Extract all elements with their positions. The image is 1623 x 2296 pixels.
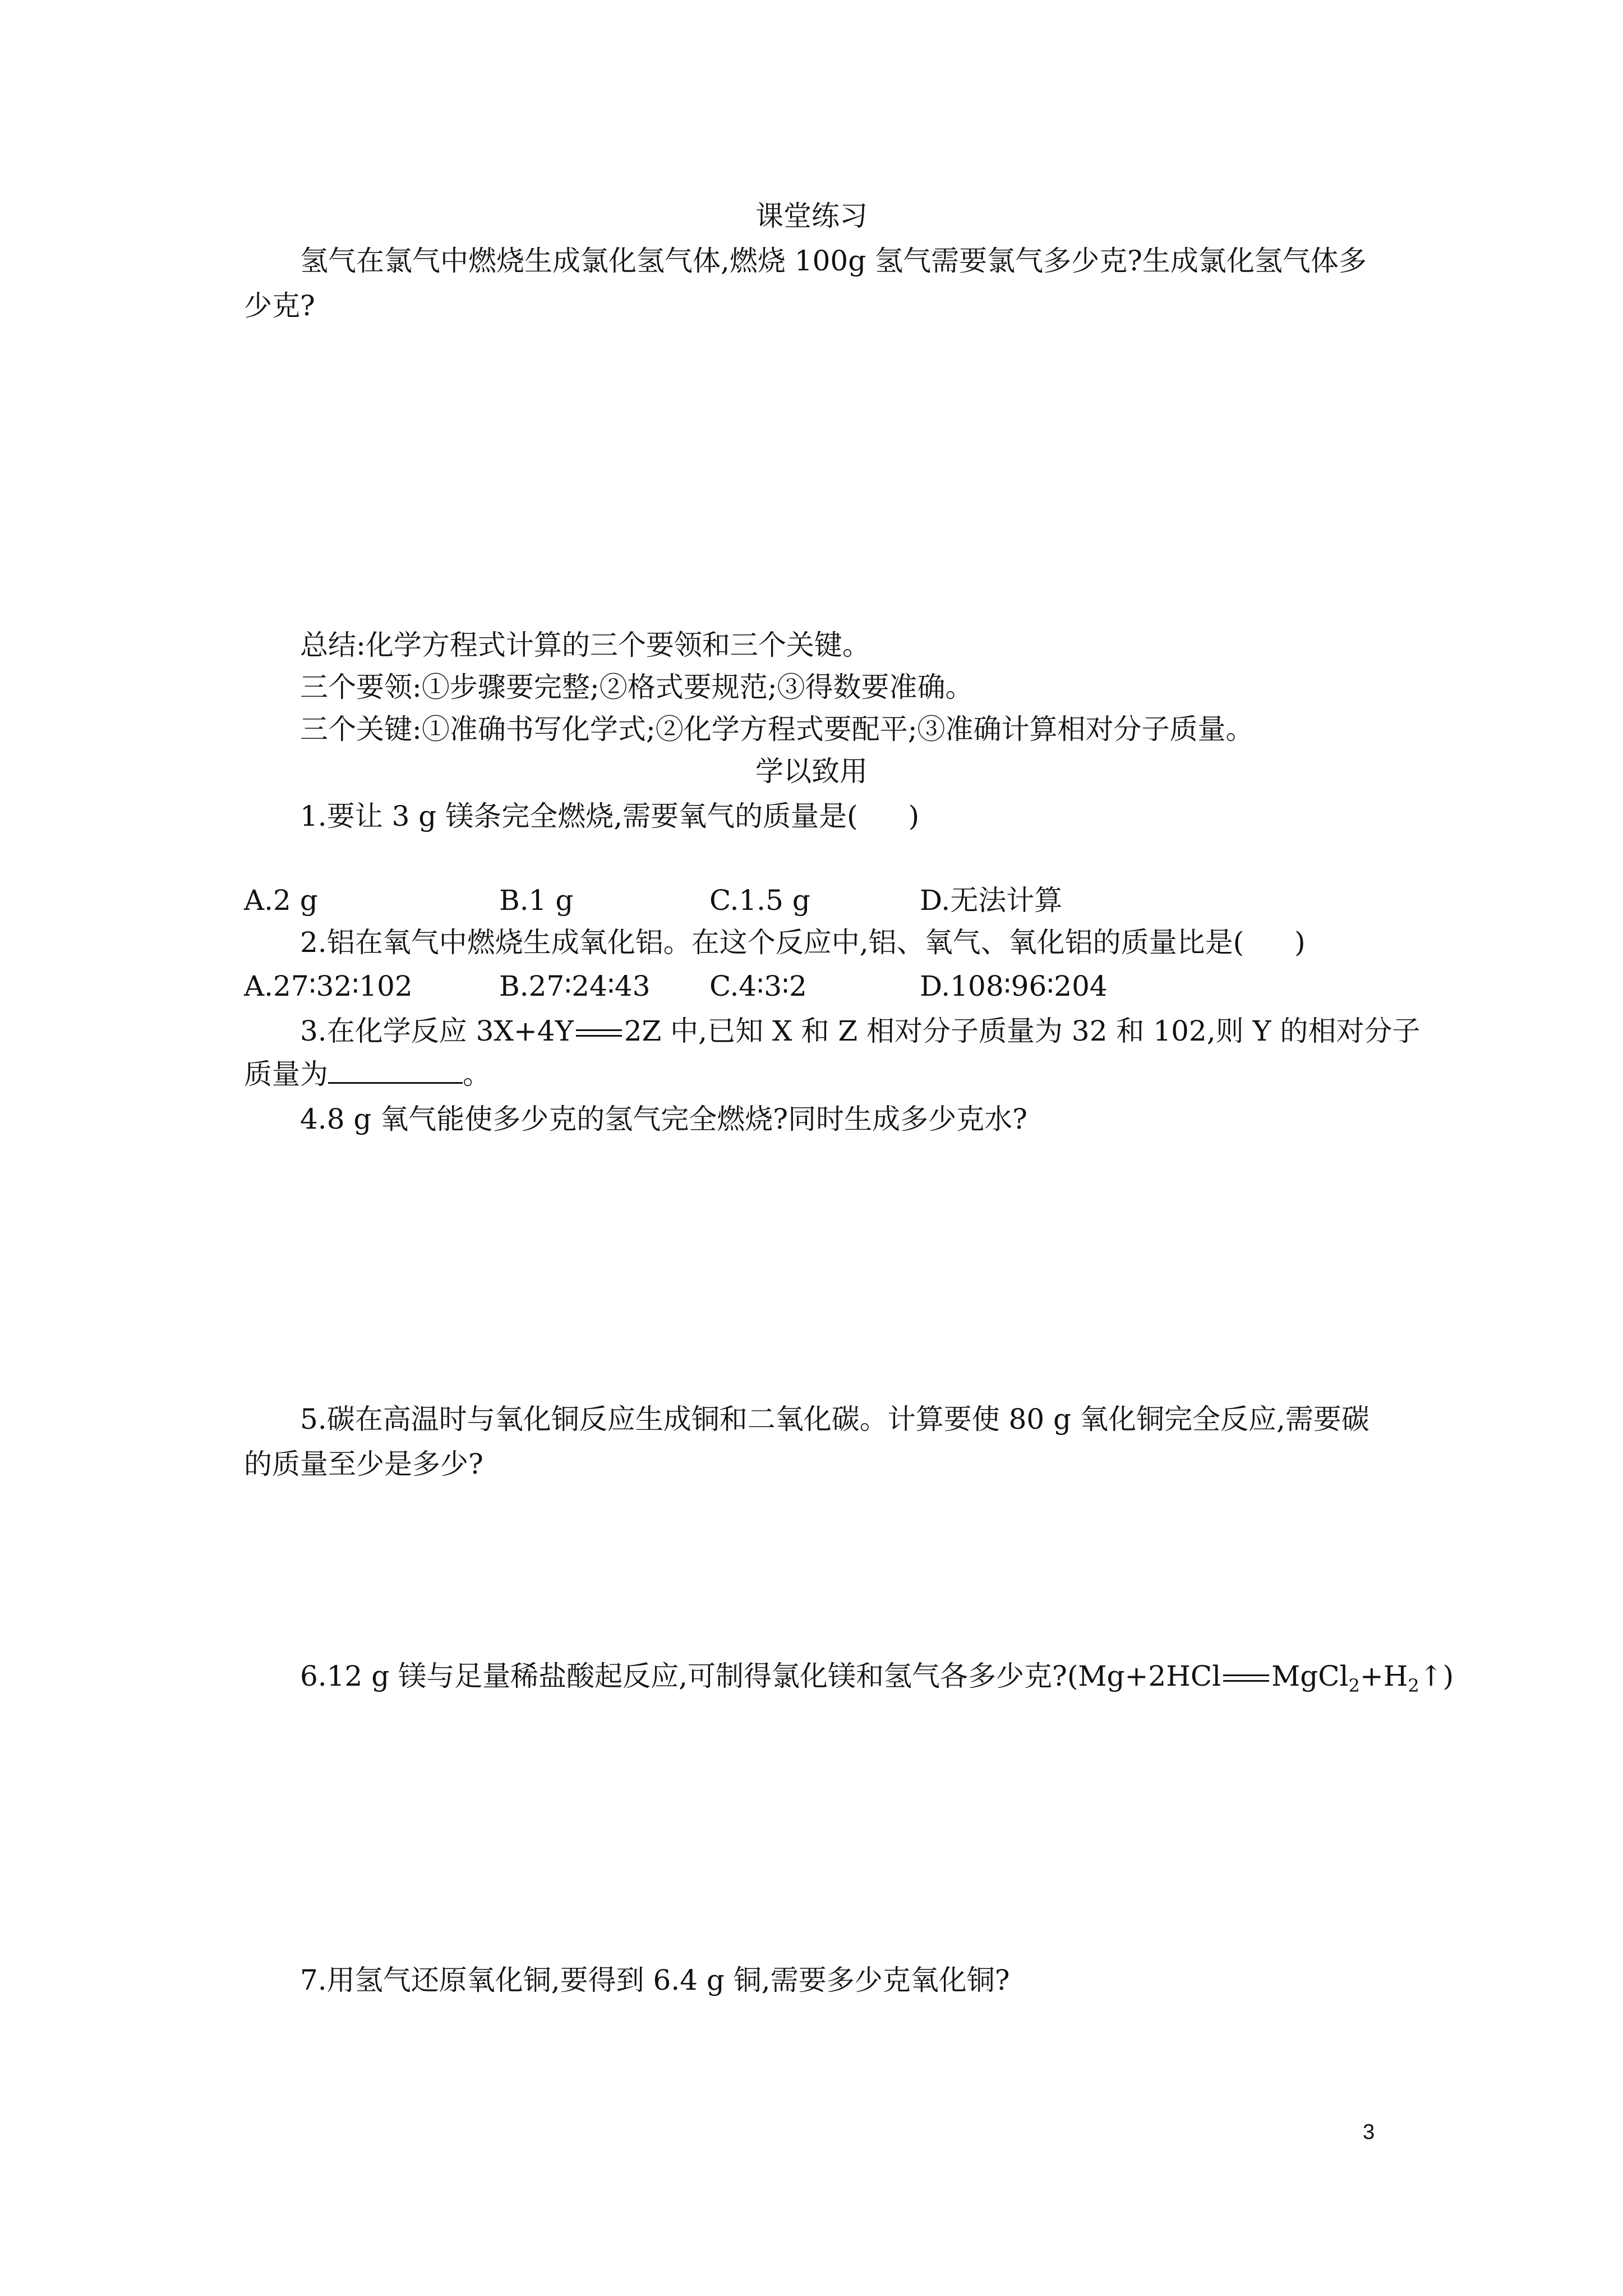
double-equals-sign bbox=[574, 1025, 624, 1042]
question-2-close: ) bbox=[1294, 926, 1306, 959]
question-6-part1: 6.12 g 镁与足量稀盐酸起反应,可制得氯化镁和氢气各多少克?(Mg+2HCl bbox=[300, 1660, 1221, 1692]
question-1-close: ) bbox=[908, 800, 920, 832]
q2-option-a: A.27∶32∶102 bbox=[244, 970, 413, 1002]
q1-option-b: B.1 g bbox=[499, 884, 574, 917]
q2-option-b: B.27∶24∶43 bbox=[499, 970, 651, 1002]
summary-line2: 三个要领:①步骤要完整;②格式要规范;③得数要准确。 bbox=[300, 671, 974, 703]
question-3-line2-start: 质量为 bbox=[244, 1058, 328, 1091]
question-1 bbox=[300, 799, 919, 833]
question-3-line2-end: 。 bbox=[463, 1058, 491, 1091]
question-4: 4.8 g 氧气能使多少克的氢气完全燃烧?同时生成多少克水? bbox=[300, 1103, 1027, 1135]
question-6-part4: ↑) bbox=[1419, 1660, 1454, 1692]
classroom-question-line2: 少克? bbox=[244, 289, 315, 322]
classroom-question-line1: 氢气在氯气中燃烧生成氯化氢气体,燃烧 100g 氢气需要氯气多少克?生成氯化氢气体多 bbox=[300, 245, 1367, 277]
question-3-part2: 2Z 中,已知 X 和 Z 相对分子质量为 32 和 102,则 Y 的相对分子 bbox=[624, 1015, 1421, 1047]
question-6 bbox=[300, 1659, 1454, 1703]
q1-option-d: D.无法计算 bbox=[920, 884, 1063, 917]
subscript: 2 bbox=[1408, 1675, 1419, 1696]
question-6-part3: +H bbox=[1359, 1660, 1408, 1692]
summary-line3: 三个关键:①准确书写化学式;②化学方程式要配平;③准确计算相对分子质量。 bbox=[300, 713, 1254, 746]
question-5-line1: 5.碳在高温时与氧化铜反应生成铜和二氧化碳。计算要使 80 g 氧化铜完全反应,需要碳 bbox=[300, 1403, 1370, 1435]
q1-option-c: C.1.5 g bbox=[709, 884, 810, 917]
q2-option-c: C.4∶3∶2 bbox=[709, 970, 807, 1002]
question-2-text: 2.铝在氧气中燃烧生成氧化铝。在这个反应中,铝、氧气、氧化铝的质量比是( bbox=[300, 926, 1244, 959]
classroom-practice-title: 课堂练习 bbox=[755, 200, 868, 232]
double-equals-sign bbox=[1221, 1670, 1271, 1687]
q2-option-d: D.108∶96∶204 bbox=[920, 970, 1108, 1002]
question-3-line1 bbox=[300, 1014, 1420, 1048]
apply-section-title: 学以致用 bbox=[755, 755, 868, 788]
subscript: 2 bbox=[1348, 1675, 1360, 1696]
summary-line1: 总结:化学方程式计算的三个要领和三个关键。 bbox=[300, 629, 870, 661]
q1-option-a: A.2 g bbox=[244, 884, 318, 917]
question-7: 7.用氢气还原氧化铜,要得到 6.4 g 铜,需要多少克氧化铜? bbox=[300, 1964, 1010, 1996]
question-3-part1: 3.在化学反应 3X+4Y bbox=[300, 1015, 574, 1047]
question-5-line2: 的质量至少是多少? bbox=[244, 1448, 483, 1480]
answer-blank[interactable] bbox=[328, 1057, 463, 1084]
page-number: 3 bbox=[1363, 2120, 1375, 2144]
question-1-text: 1.要让 3 g 镁条完全燃烧,需要氧气的质量是( bbox=[300, 800, 858, 832]
question-2 bbox=[300, 926, 1306, 959]
question-3-line2 bbox=[244, 1057, 491, 1091]
question-6-part2: MgCl bbox=[1271, 1660, 1349, 1692]
